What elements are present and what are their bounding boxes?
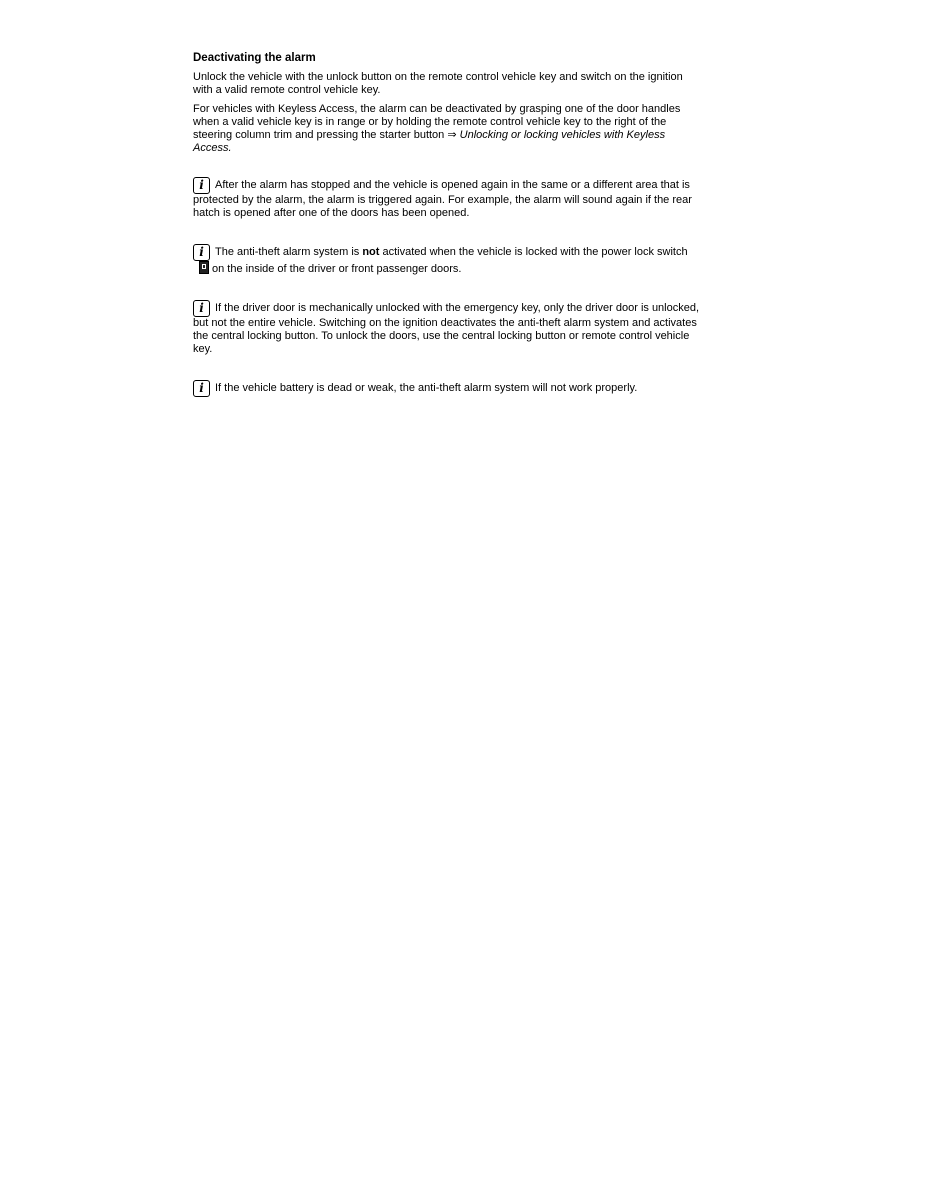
- power-lock-switch-icon: [199, 261, 209, 274]
- info-icon: i: [193, 244, 210, 261]
- note-text: The anti-theft alarm system is: [215, 246, 363, 258]
- note-text: on the inside of the driver or front passenger doors.: [212, 263, 462, 275]
- paragraph-keyless-access: [193, 103, 705, 155]
- info-note-alarm-retrigger: [193, 177, 705, 220]
- info-note-emergency-key: [193, 300, 705, 356]
- manual-page-content: [193, 50, 705, 397]
- info-icon: i: [193, 177, 210, 194]
- info-note-battery: [193, 380, 705, 397]
- paragraph-unlock-instructions: [193, 71, 705, 97]
- note-text: If the driver door is mechanically unlocked with the emergency key, only the driver door is unlocked, but not the entire vehicle. Switching on the ignition deactivates the anti-theft alarm system and activates the central locking button. To unlock the doors, use the central locking button or remote control vehicle key.: [193, 302, 700, 355]
- note-text: activated when the vehicle is locked with the power lock switch: [379, 246, 688, 258]
- info-icon: i: [193, 300, 210, 317]
- note-text: After the alarm has stopped and the vehicle is opened again in the same or a different area that is protected by the alarm, the alarm is triggered again. For example, the alarm will sound again if the rear hatch is opened after one of the doors has been opened.: [193, 179, 692, 219]
- info-note-power-lock-switch: [193, 244, 705, 276]
- cross-reference-link[interactable]: Unlocking or locking vehicles with Keyless Access.: [193, 129, 666, 154]
- paragraph-text: Unlock the vehicle with the unlock button on the remote control vehicle key and switch on the ignition with a valid remote control vehicle key.: [193, 71, 683, 96]
- info-icon: i: [193, 380, 210, 397]
- paragraph-text: For vehicles with Keyless Access, the alarm can be deactivated by grasping one of the door handles when a valid vehicle key is in range or by holding the remote control vehicle key to the right of the steering column trim and pressing the starter button: [193, 103, 681, 141]
- cross-reference-arrow: ⇒: [447, 129, 457, 141]
- note-emphasis: not: [362, 246, 380, 258]
- section-heading: Deactivating the alarm: [193, 52, 316, 64]
- note-text: If the vehicle battery is dead or weak, the anti-theft alarm system will not work properly.: [215, 382, 638, 394]
